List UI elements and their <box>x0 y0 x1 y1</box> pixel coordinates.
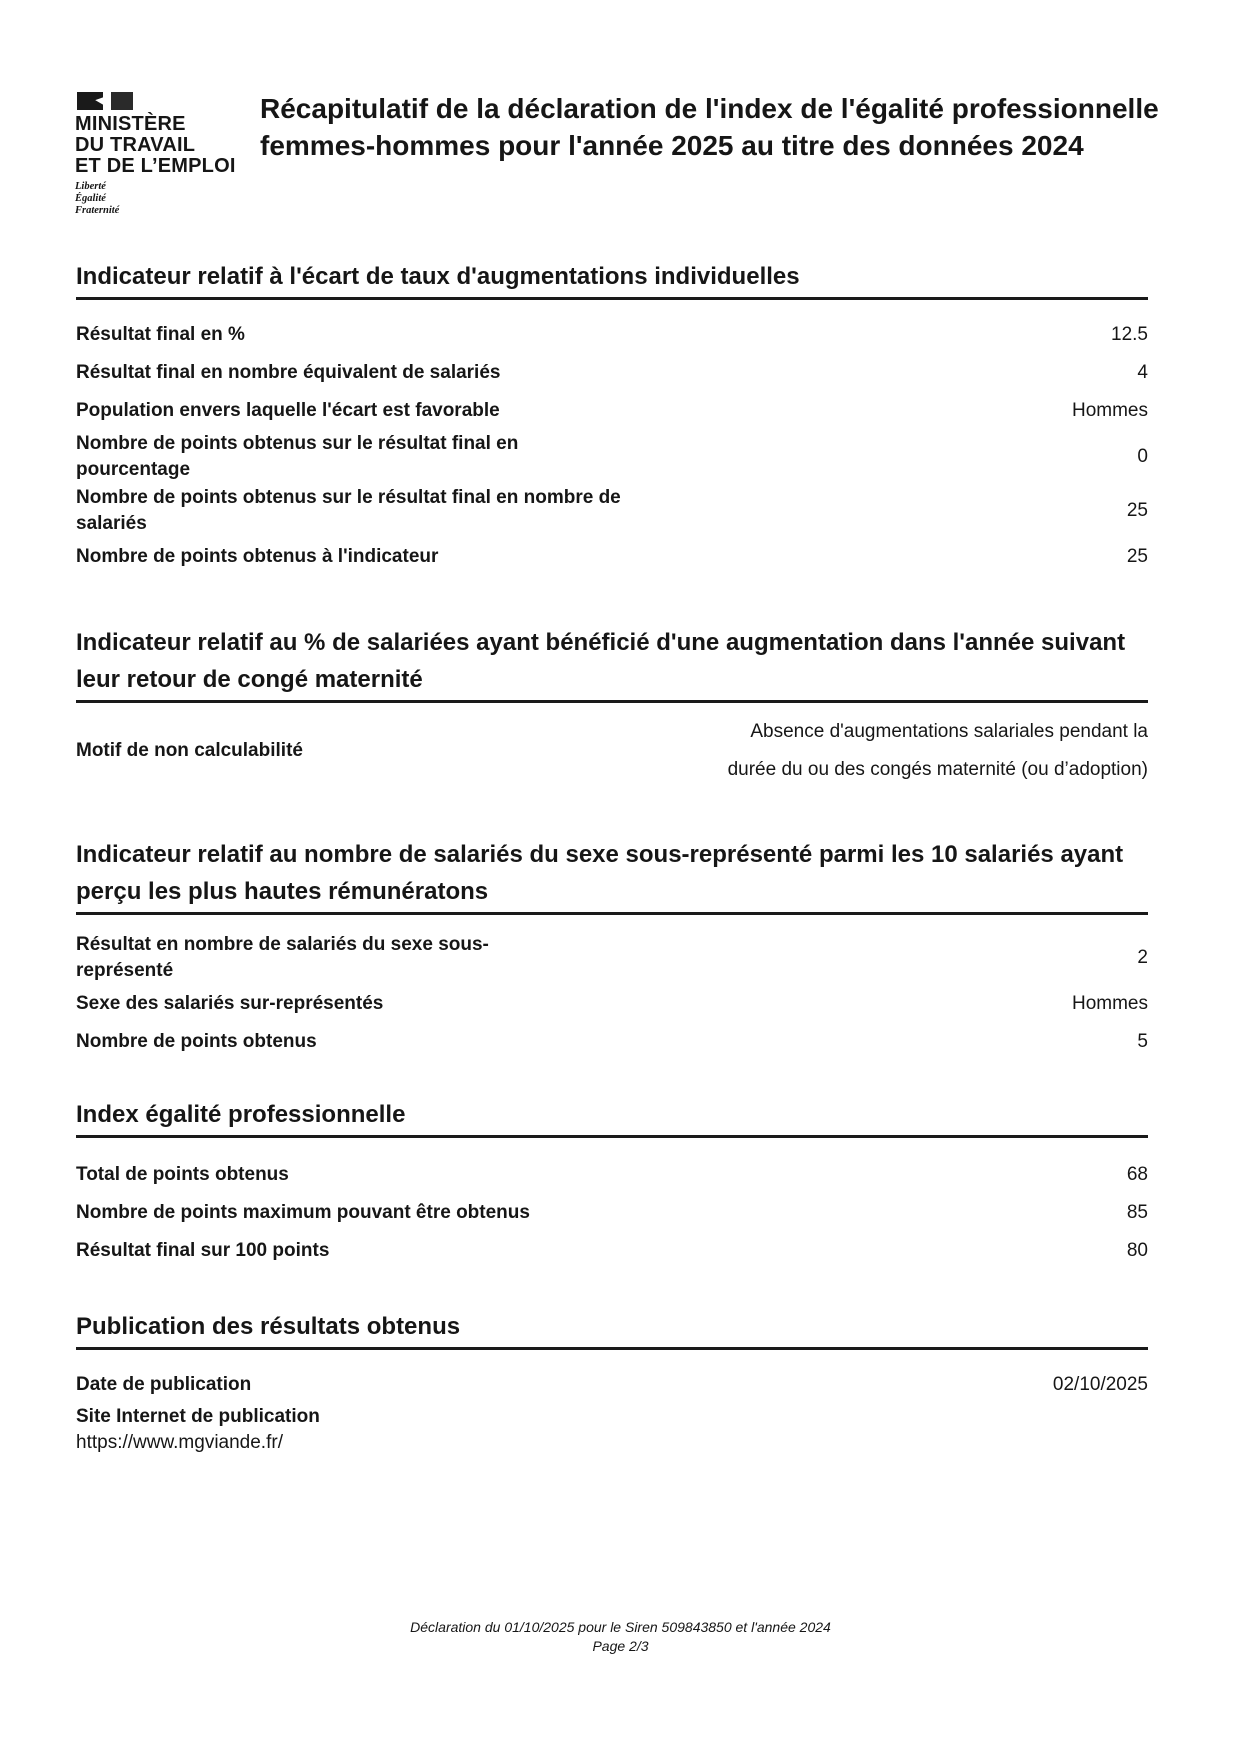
publication-site-link[interactable]: https://www.mgviande.fr/ <box>76 1432 283 1453</box>
data-row <box>76 1404 1148 1456</box>
section-maternity-leave-increase <box>76 624 1148 789</box>
row-value: 85 <box>1126 1202 1148 1223</box>
section-title: Indicateur relatif à l'écart de taux d'augmentations individuelles <box>76 258 1148 300</box>
section-title: Indicateur relatif au nombre de salariés du sexe sous-représenté parmi les 10 salariés ayant perçu les plus hautes rémunératons <box>76 836 1148 915</box>
data-row <box>76 392 1148 430</box>
motto-line: Fraternité <box>75 205 120 216</box>
data-row <box>76 316 1148 354</box>
republic-motto <box>75 181 255 217</box>
document-title: Récapitulatif de la déclaration de l'index de l'égalité professionnelle femmes-hommes pour l'année 2025 au titre des données 2024 <box>260 93 1159 161</box>
section-title: Publication des résultats obtenus <box>76 1308 1148 1350</box>
row-label: Sexe des salariés sur-représentés <box>76 993 384 1014</box>
row-label: Nombre de points obtenus <box>76 1031 317 1052</box>
row-value: 80 <box>1126 1240 1148 1261</box>
data-row <box>76 713 1148 789</box>
row-value: 12.5 <box>1111 324 1148 345</box>
ministry-logo <box>75 92 255 217</box>
row-value: Hommes <box>1071 400 1148 421</box>
row-label: Date de publication <box>76 1374 252 1395</box>
page-footer <box>0 1618 1241 1656</box>
data-row <box>76 1156 1148 1194</box>
row-label: Résultat final en % <box>76 324 245 345</box>
declaration-info: Déclaration du 01/10/2025 pour le Siren 509843850 et l'année 2024 <box>410 1619 831 1635</box>
row-value: 5 <box>1137 1031 1148 1052</box>
row-value: Hommes <box>1071 993 1148 1014</box>
page-number: Page 2/3 <box>592 1638 649 1654</box>
row-value: 0 <box>1137 446 1148 467</box>
row-value-line: durée du ou des congés maternité (ou d’adoption) <box>727 759 1148 780</box>
ministry-line: DU TRAVAIL <box>75 134 196 156</box>
data-row <box>76 985 1148 1023</box>
ministry-line: ET DE L’EMPLOI <box>75 155 236 177</box>
row-label: Site Internet de publication <box>76 1406 320 1427</box>
motto-line: Égalité <box>75 193 106 204</box>
row-label: Résultat final en nombre équivalent de salariés <box>76 362 501 383</box>
row-value: 68 <box>1126 1164 1148 1185</box>
data-row <box>76 538 1148 576</box>
row-value: 4 <box>1137 362 1148 383</box>
marianne-icon <box>77 92 255 110</box>
row-label: Population envers laquelle l'écart est favorable <box>76 400 500 421</box>
data-row <box>76 1366 1148 1404</box>
data-row <box>76 1023 1148 1061</box>
motto-line: Liberté <box>75 181 106 192</box>
row-value: 25 <box>1126 500 1148 521</box>
section-title: Index égalité professionnelle <box>76 1096 1148 1138</box>
row-value: 02/10/2025 <box>1052 1374 1148 1395</box>
row-label: Résultat en nombre de salariés du sexe sous-représenté <box>76 934 489 981</box>
section-top-earners-underrepresented <box>76 836 1148 1061</box>
section-salary-increase-gap <box>76 258 1148 576</box>
data-row <box>76 484 1148 538</box>
ministry-line: MINISTÈRE <box>75 113 186 135</box>
section-equality-index <box>76 1096 1148 1270</box>
row-label: Nombre de points obtenus sur le résultat final en nombre de salariés <box>76 487 621 534</box>
row-label: Nombre de points maximum pouvant être obtenus <box>76 1202 530 1223</box>
row-label: Motif de non calculabilité <box>76 740 303 761</box>
row-label: Nombre de points obtenus à l'indicateur <box>76 546 439 567</box>
section-publication <box>76 1308 1148 1456</box>
ministry-name <box>75 114 255 177</box>
row-label: Résultat final sur 100 points <box>76 1240 330 1261</box>
data-row <box>76 1232 1148 1270</box>
row-value <box>728 713 1148 789</box>
row-label: Total de points obtenus <box>76 1164 289 1185</box>
data-row <box>76 931 1148 985</box>
row-value: 25 <box>1126 546 1148 567</box>
row-value-line: Absence d'augmentations salariales pendant la <box>750 721 1148 742</box>
row-label: Nombre de points obtenus sur le résultat final en pourcentage <box>76 433 519 480</box>
section-title: Indicateur relatif au % de salariées ayant bénéficié d'une augmentation dans l'année suivant leur retour de congé maternité <box>76 624 1148 703</box>
data-row <box>76 354 1148 392</box>
row-value: 2 <box>1137 947 1148 968</box>
data-row <box>76 430 1148 484</box>
data-row <box>76 1194 1148 1232</box>
